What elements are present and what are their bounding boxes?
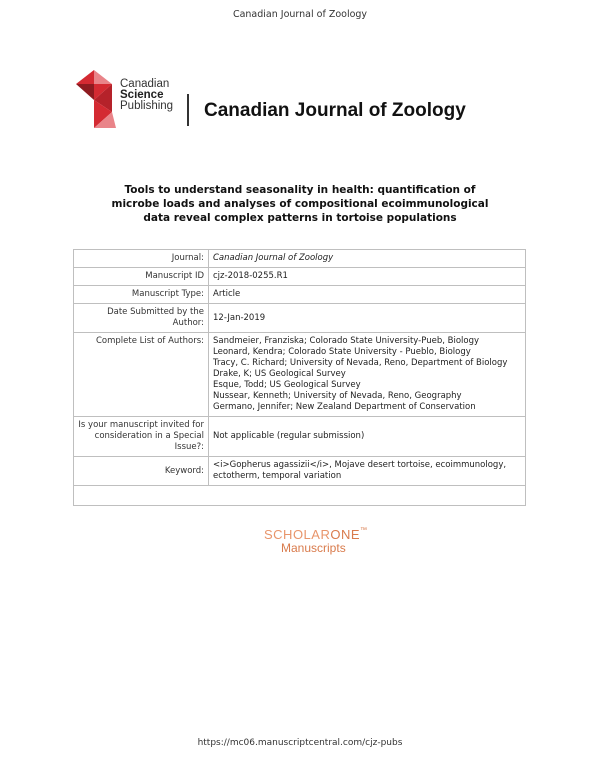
empty-cell [74,486,526,506]
table-row [74,333,526,417]
publisher-name [120,79,173,112]
special-issue-label: Is your manuscript invited for consideration in a Special Issue?: [74,417,209,457]
date-submitted-label: Date Submitted by the Author: [74,304,209,333]
manuscript-id-value: cjz-2018-0255.R1 [209,268,526,286]
author-line: Esque, Todd; US Geological Survey [213,380,361,390]
special-issue-value: Not applicable (regular submission) [209,417,526,457]
author-line: Leonard, Kendra; Colorado State University - Pueblo, Biology [213,347,471,357]
manuscript-metadata-table [73,249,526,506]
scholarone-wordmark [264,527,368,542]
authors-value [209,333,526,417]
author-line: Drake, K; US Geological Survey [213,369,346,379]
keyword-label: Keyword: [74,457,209,486]
logo-divider [187,94,189,126]
running-head: Canadian Journal of Zoology [232,9,368,20]
trademark-symbol: ™ [360,527,368,534]
manuscript-id-label: Manuscript ID [74,268,209,286]
author-line: Tracy, C. Richard; University of Nevada, Reno, Department of Biology [213,358,508,368]
publisher-logo [76,70,536,130]
table-row [74,457,526,486]
scholarone-part-1: SCHOLAR [264,527,331,542]
publisher-line-2: Science [120,89,164,101]
table-row-empty [74,486,526,506]
article-title: Tools to understand seasonality in health: quantification of microbe loads and analyses of compositional ecoimmunological data reveal complex patterns in tortoise populations [111,184,489,224]
journal-name: Canadian Journal of Zoology [204,100,466,121]
csp-logo-icon [76,70,118,128]
table-row [74,250,526,268]
authors-label: Complete List of Authors: [74,333,209,417]
table-row [74,268,526,286]
table-row [74,304,526,333]
footer-url[interactable]: https://mc06.manuscriptcentral.com/cjz-pubs [197,738,403,748]
author-line: Nussear, Kenneth; University of Nevada, Reno, Geography [213,391,462,401]
scholarone-part-2: ONE [330,527,361,542]
scholarone-subtitle: Manuscripts [281,541,346,555]
publisher-line-1: Canadian [120,78,170,90]
table-row [74,417,526,457]
keyword-value: <i>Gopherus agassizii</i>, Mojave desert tortoise, ecoimmunology, ectotherm, temporal variation [209,457,526,486]
author-line: Germano, Jennifer; New Zealand Department of Conservation [213,402,476,412]
author-line: Sandmeier, Franziska; Colorado State University-Pueb, Biology [213,336,480,346]
publisher-line-3: Publishing [120,100,174,112]
date-submitted-value: 12-Jan-2019 [209,304,526,333]
table-row [74,286,526,304]
manuscript-type-value: Article [209,286,526,304]
journal-label: Journal: [74,250,209,268]
journal-value: Canadian Journal of Zoology [209,250,526,268]
manuscript-type-label: Manuscript Type: [74,286,209,304]
scholarone-logo [264,527,368,555]
